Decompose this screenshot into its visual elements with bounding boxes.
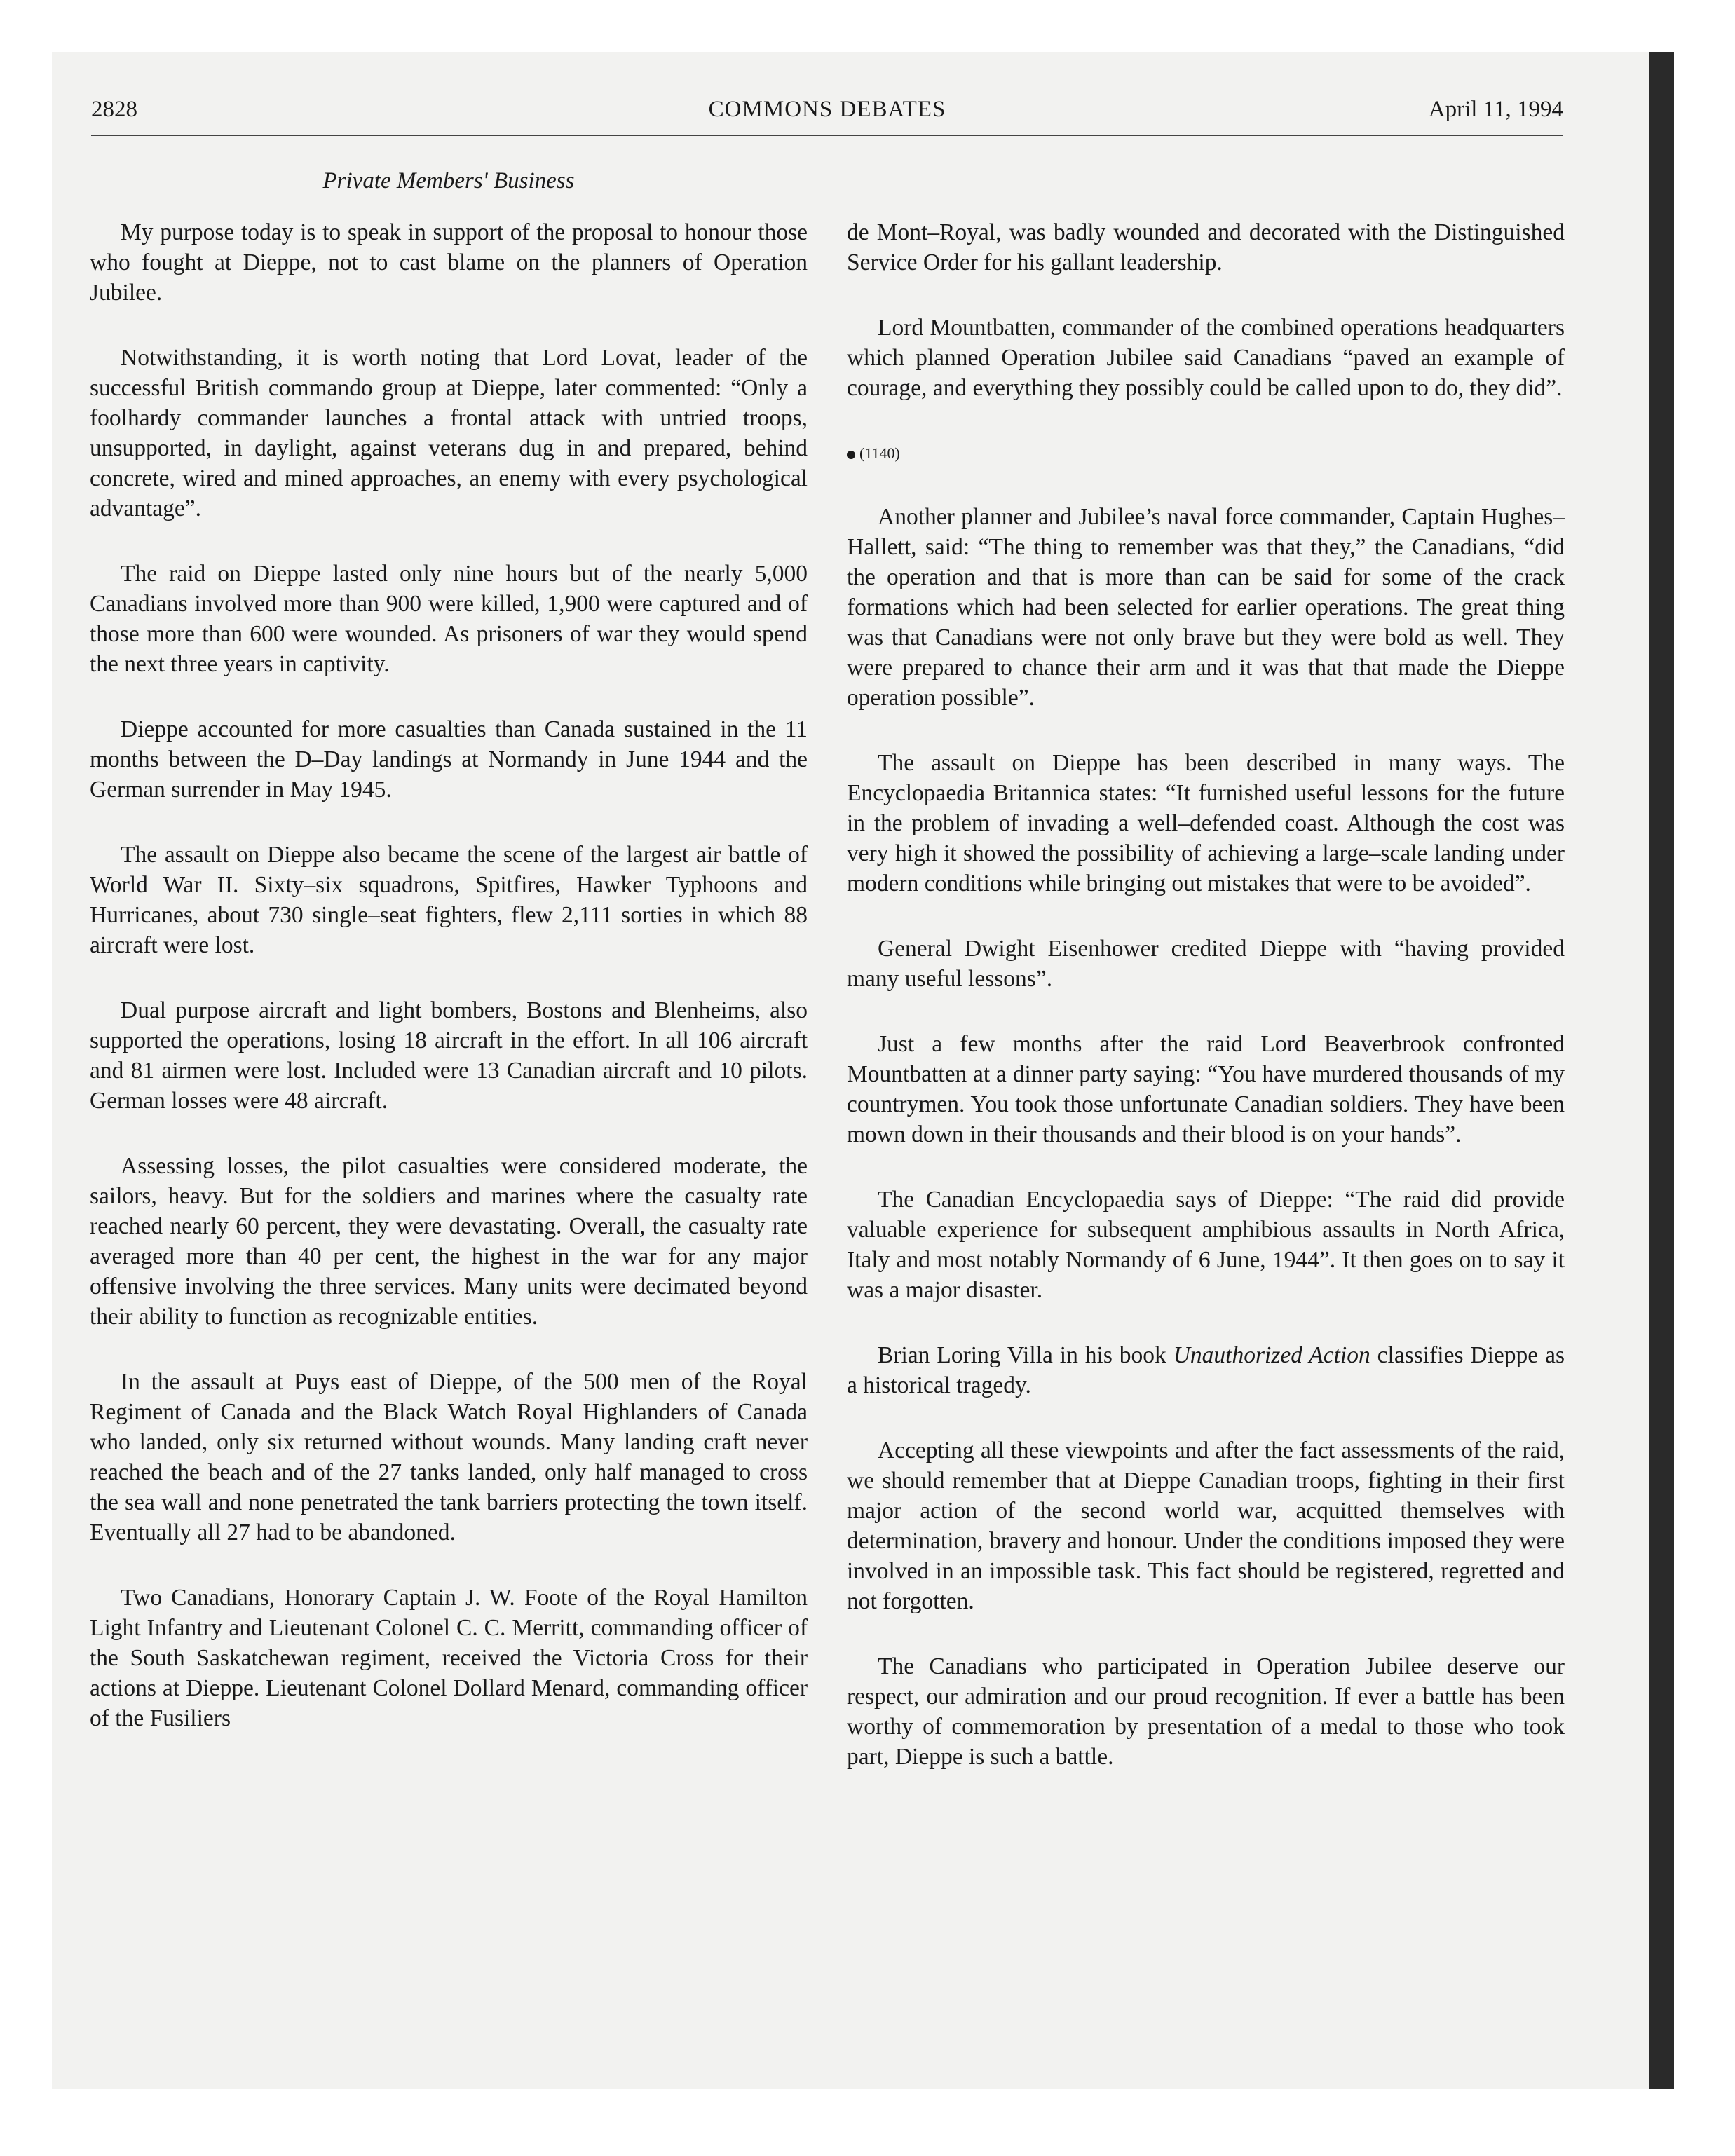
right-column <box>847 217 1565 1807</box>
paragraph: The raid on Dieppe lasted only nine hours but of the nearly 5,000 Canadians involved more than 900 were killed, 1,900 were captured and of those more than 600 were wounded. As prisoners of war they would spend the next three years in captivity. <box>90 561 808 677</box>
paragraph: Another planner and Jubilee’s naval force commander, Captain Hughes–Hallett, said: “The thing to remember was that they,” the Canadians, “did the operation and that is more than can be said for some of the crack formations which had been selected for earlier operations. The great thing was that Canadians were not only brave but they were bold as well. They were prepared to chance their arm and it was that that made the Dieppe operation possible”. <box>847 504 1565 711</box>
time-marker <box>847 438 1565 468</box>
paragraph: The assault on Dieppe has been described in many ways. The Encyclopaedia Britannica states: “It furnished useful lessons for the future in the problem of invading a well–defended coast. Although the cost was very high it showed the possibility of achieving a large–scale landing under modern conditions while bringing out mistakes that were to be avoided”. <box>847 750 1565 896</box>
left-column <box>90 217 808 1768</box>
paragraph: Assessing losses, the pilot casualties were considered moderate, the sailors, heavy. But for the soldiers and marines where the casualty rate reached nearly 60 percent, they were devastating. Overall, the casualty rate averaged more than 40 per cent, the highest in the war for any major offensive involving the three services. Many units were decimated beyond their ability to function as recognizable entities. <box>90 1153 808 1330</box>
paragraph: The Canadian Encyclopaedia says of Dieppe: “The raid did provide valuable experience for subsequent amphibious assaults in North Africa, Italy and most notably Normandy of 6 June, 1944”. It then goes on to say it was a major disaster. <box>847 1187 1565 1303</box>
paragraph-villa <box>847 1340 1565 1400</box>
villa-text-before: Brian Loring Villa in his book <box>878 1342 1173 1368</box>
book-title: Unauthorized Action <box>1173 1342 1370 1368</box>
paragraph: In the assault at Puys east of Dieppe, of the 500 men of the Royal Regiment of Canada and the Black Watch Royal Highlanders of Canada who landed, only six returned without wounds. Many landing craft never reached the beach and of the 27 tanks landed, only half managed to cross the sea wall and none penetrated the tank barriers protecting the town itself. Eventually all 27 had to be abandoned. <box>90 1369 808 1546</box>
publication-title: COMMONS DEBATES <box>708 97 946 122</box>
paragraph: The assault on Dieppe also became the scene of the largest air battle of World War II. Sixty–six squadrons, Spitfires, Hawker Typhoons and Hurricanes, about 730 single–seat fighters, flew 2,111 sorties in which 88 aircraft were lost. <box>90 842 808 958</box>
paragraph: Notwithstanding, it is worth noting that Lord Lovat, leader of the successful British commando group at Dieppe, later commented: “Only a foolhardy commander launches a frontal attack with untried troops, unsupported, in daylight, against veterans dug in and prepared, behind concrete, wired and mined approaches, an enemy with every psychological advantage”. <box>90 345 808 521</box>
paragraph: General Dwight Eisenhower credited Dieppe with “having provided many useful lessons”. <box>847 936 1565 992</box>
paragraph: Just a few months after the raid Lord Beaverbrook confronted Mountbatten at a dinner party saying: “You have murdered thousands of my countrymen. You took those unfortunate Canadian soldiers. They have been mown down in their thousands and their blood is on your hands”. <box>847 1031 1565 1147</box>
paragraph: Dual purpose aircraft and light bombers, Bostons and Blenheims, also supported the operations, losing 18 aircraft in the effort. In all 106 aircraft and 81 airmen were lost. Included were 13 Canadian aircraft and 10 pilots. German losses were 48 aircraft. <box>90 997 808 1114</box>
paragraph: Two Canadians, Honorary Captain J. W. Foote of the Royal Hamilton Light Infantry and Lieutenant Colonel C. C. Merritt, commanding officer of the South Saskatchewan regiment, received the Victoria Cross for their actions at Dieppe. Lieutenant Colonel Dollard Menard, commanding officer of the Fusiliers <box>90 1585 808 1731</box>
paragraph: Accepting all these viewpoints and after the fact assessments of the raid, we should remember that at Dieppe Canadian troops, fighting in their first major action of the second world war, acquitted themselves with determination, bravery and honour. Under the conditions imposed they were involved in an impossible task. This fact should be registered, regretted and not forgotten. <box>847 1438 1565 1614</box>
bullet-dot-icon <box>847 451 855 459</box>
paragraph: Lord Mountbatten, commander of the combined operations headquarters which planned Operation Jubilee said Canadians “paved an example of courage, and everything they possibly could be called upon to do, they did”. <box>847 315 1565 401</box>
paragraph: Dieppe accounted for more casualties than Canada sustained in the 11 months between the D–Day landings at Normandy in June 1944 and the German surrender in May 1945. <box>90 716 808 803</box>
time-marker-text: (1140) <box>859 444 900 462</box>
publication-date: April 11, 1994 <box>1428 97 1563 122</box>
header-rule <box>91 135 1563 136</box>
villa-text-after: classifies Dieppe as a historical tragedy. <box>847 1342 1565 1398</box>
paragraph-continuation: de Mont–Royal, was badly wounded and decorated with the Distinguished Service Order for his gallant leadership. <box>847 219 1565 275</box>
section-title: Private Members' Business <box>322 168 575 193</box>
paragraph: My purpose today is to speak in support of the proposal to honour those who fought at Dieppe, not to cast blame on the planners of Operation Jubilee. <box>90 219 808 306</box>
scan-edge-shadow <box>1649 52 1674 2089</box>
page-header <box>91 97 1563 136</box>
paragraph: The Canadians who participated in Operation Jubilee deserve our respect, our admiration and our proud recognition. If ever a battle has been worthy of commemoration by presentation of a medal to those who took part, Dieppe is such a battle. <box>847 1653 1565 1770</box>
page-number: 2828 <box>91 97 137 122</box>
